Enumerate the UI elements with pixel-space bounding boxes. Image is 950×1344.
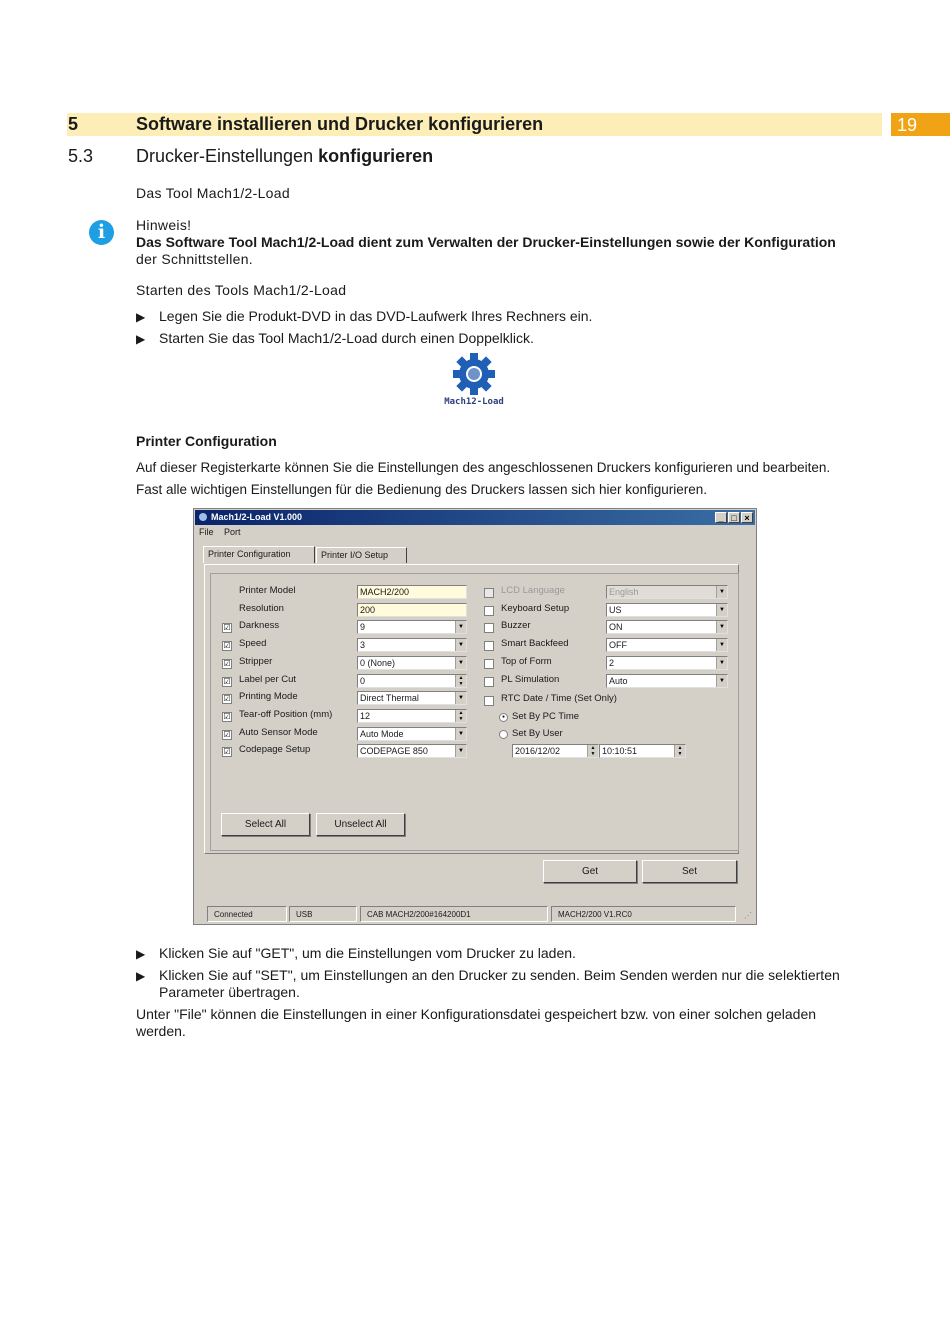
setting-value: 9 <box>360 622 366 632</box>
close-icon[interactable]: × <box>741 512 753 523</box>
bullet-arrow-icon: ▶ <box>136 332 146 346</box>
section-number: 5.3 <box>68 146 94 166</box>
setting-dropdown[interactable] <box>606 603 728 617</box>
setting-label: Stripper <box>239 656 273 667</box>
setting-value: 0 <box>360 676 366 686</box>
setting-label: Label per Cut <box>239 674 297 685</box>
rtc-date-value: 2016/12/02 <box>515 746 561 756</box>
setting-value: Auto Mode <box>360 729 404 739</box>
row-checkbox[interactable]: ☑ <box>223 712 231 721</box>
setting-label: Auto Sensor Mode <box>239 727 318 738</box>
start-step-2: Starten Sie das Tool Mach1/2-Load durch einen Doppelklick. <box>159 330 534 346</box>
row-checkbox[interactable] <box>484 588 494 598</box>
info-icon: i <box>89 220 114 245</box>
rtc-option-pc-time: Set By PC Time <box>512 711 580 722</box>
status-printer-id: CAB MACH2/200#164200D1 <box>360 906 548 922</box>
setting-field[interactable] <box>357 603 467 617</box>
bullet-arrow-icon: ▶ <box>136 969 146 983</box>
status-connection: Connected <box>207 906 287 922</box>
status-firmware: MACH2/200 V1.RC0 <box>551 906 736 922</box>
spin-arrows-icon[interactable]: ▲ ▼ <box>587 745 598 757</box>
radio-set-by-pc-time[interactable]: ● <box>499 713 508 722</box>
row-checkbox[interactable]: ☑ <box>223 659 231 668</box>
setting-value: Direct Thermal <box>360 693 419 703</box>
row-checkbox[interactable]: ☑ <box>223 730 231 739</box>
dropdown-arrow-icon[interactable]: ▼ <box>455 692 466 704</box>
unselect-all-button[interactable]: Unselect All <box>316 813 405 836</box>
row-checkbox[interactable] <box>484 623 494 633</box>
setting-value: 3 <box>360 640 366 650</box>
printer-config-heading: Printer Configuration <box>136 433 277 449</box>
dropdown-arrow-icon[interactable]: ▼ <box>716 586 727 598</box>
row-checkbox[interactable]: ☑ <box>223 677 231 686</box>
spin-arrows-icon[interactable]: ▲ ▼ <box>455 675 466 687</box>
rtc-time-value: 10:10:51 <box>602 746 638 756</box>
setting-field[interactable] <box>357 674 467 688</box>
setting-value: US <box>609 605 622 615</box>
setting-label: Keyboard Setup <box>501 603 570 614</box>
footer-text: Unter "File" können die Einstellungen in einer Konfigurationsdatei gespeichert bzw. von einer solchen geladen werden. <box>136 1006 817 1039</box>
setting-field[interactable] <box>357 744 467 758</box>
setting-value: Auto <box>609 676 628 686</box>
dropdown-arrow-icon[interactable]: ▼ <box>716 639 727 651</box>
set-button[interactable]: Set <box>642 860 737 883</box>
setting-label: Printing Mode <box>239 691 298 702</box>
intro-text: Das Tool Mach1/2-Load <box>136 185 290 201</box>
setting-field[interactable] <box>357 638 467 652</box>
setting-value: 2 <box>609 658 615 668</box>
minimize-icon[interactable]: _ <box>715 512 727 523</box>
dropdown-arrow-icon[interactable]: ▼ <box>455 621 466 633</box>
rtc-time-field[interactable] <box>599 744 686 758</box>
chapter-number: 5 <box>68 114 79 134</box>
setting-label: LCD Language <box>501 585 565 596</box>
resize-grip-icon[interactable]: ⋰ <box>744 911 752 920</box>
spin-arrows-icon[interactable]: ▲ ▼ <box>455 710 466 722</box>
setting-value: 0 (None) <box>360 658 396 668</box>
tab-printer-io-setup[interactable]: Printer I/O Setup <box>316 547 407 563</box>
app-small-icon <box>199 513 207 521</box>
start-heading: Starten des Tools Mach1/2-Load <box>136 282 347 298</box>
row-checkbox[interactable] <box>484 641 494 651</box>
note-text: der Schnittstellen. <box>136 251 253 267</box>
setting-field[interactable] <box>357 709 467 723</box>
bullet-arrow-icon: ▶ <box>136 947 146 961</box>
setting-dropdown[interactable] <box>606 674 728 688</box>
rtc-checkbox[interactable] <box>484 696 494 706</box>
row-checkbox[interactable]: ☑ <box>223 641 231 650</box>
radio-set-by-user[interactable] <box>499 730 508 739</box>
section-title-bold: konfigurieren <box>318 146 434 166</box>
gear-icon[interactable] <box>449 352 499 398</box>
dropdown-arrow-icon[interactable]: ▼ <box>455 639 466 651</box>
dropdown-arrow-icon[interactable]: ▼ <box>716 657 727 669</box>
setting-dropdown[interactable] <box>606 638 728 652</box>
section-title <box>136 146 433 167</box>
setting-value: 12 <box>360 711 371 721</box>
after-step-1: Klicken Sie auf "GET", um die Einstellungen vom Drucker zu laden. <box>159 945 576 961</box>
row-checkbox[interactable]: ☑ <box>223 623 231 632</box>
setting-value: ON <box>609 622 623 632</box>
note-bold-text: Das Software Tool Mach1/2-Load dient zum Verwalten der Drucker-Einstellungen sowie der Konfiguration <box>136 234 836 250</box>
row-checkbox[interactable] <box>484 606 494 616</box>
select-all-button[interactable]: Select All <box>221 813 310 836</box>
setting-label: PL Simulation <box>501 674 560 685</box>
setting-label: Buzzer <box>501 620 531 631</box>
setting-value: English <box>609 587 639 597</box>
setting-field[interactable] <box>357 620 467 634</box>
dropdown-arrow-icon[interactable]: ▼ <box>716 621 727 633</box>
maximize-icon[interactable]: □ <box>728 512 740 523</box>
tab-printer-configuration[interactable]: Printer Configuration <box>203 546 315 563</box>
page-number: 19 <box>897 115 918 135</box>
setting-field[interactable] <box>357 691 467 705</box>
chapter-title: Software installieren und Drucker konfigurieren <box>136 114 544 134</box>
setting-field[interactable] <box>357 727 467 741</box>
dropdown-arrow-icon[interactable]: ▼ <box>716 604 727 616</box>
printer-config-text-2: Fast alle wichtigen Einstellungen für die Bedienung des Druckers lassen sich hier konfigurieren. <box>136 482 708 497</box>
window-title: Mach1/2-Load V1.000 <box>211 512 303 522</box>
setting-label: Codepage Setup <box>239 744 311 755</box>
app-icon-label: Mach12-Load <box>444 397 504 407</box>
setting-label: Resolution <box>239 603 284 614</box>
get-button[interactable]: Get <box>543 860 637 883</box>
setting-field[interactable] <box>357 656 467 670</box>
dropdown-arrow-icon[interactable]: ▼ <box>716 675 727 687</box>
dropdown-arrow-icon[interactable]: ▼ <box>455 657 466 669</box>
setting-dropdown[interactable] <box>606 620 728 634</box>
status-port: USB <box>289 906 357 922</box>
window-titlebar <box>195 510 755 525</box>
spin-arrows-icon[interactable]: ▲ ▼ <box>674 745 685 757</box>
menu-bar <box>199 527 249 537</box>
setting-label: Speed <box>239 638 267 649</box>
dropdown-arrow-icon[interactable]: ▼ <box>455 728 466 740</box>
section-title-plain: Drucker-Einstellungen <box>136 146 314 166</box>
dropdown-arrow-icon[interactable]: ▼ <box>455 745 466 757</box>
setting-dropdown[interactable] <box>606 656 728 670</box>
note-heading: Hinweis! <box>136 217 192 233</box>
setting-label: Tear-off Position (mm) <box>239 709 333 720</box>
setting-label: Darkness <box>239 620 280 631</box>
row-checkbox[interactable]: ☑ <box>223 747 231 756</box>
setting-label: Top of Form <box>501 656 552 667</box>
bullet-arrow-icon: ▶ <box>136 310 146 324</box>
start-step-1: Legen Sie die Produkt-DVD in das DVD-Laufwerk Ihres Rechners ein. <box>159 308 593 324</box>
setting-field[interactable] <box>357 585 467 599</box>
setting-value: CODEPAGE 850 <box>360 746 428 756</box>
row-checkbox[interactable]: ☑ <box>223 694 231 703</box>
setting-label: Smart Backfeed <box>501 638 569 649</box>
rtc-label: RTC Date / Time (Set Only) <box>501 693 617 704</box>
rtc-option-user: Set By User <box>512 728 563 739</box>
setting-value: OFF <box>609 640 627 650</box>
setting-value: 200 <box>360 605 376 615</box>
app-window <box>193 508 757 925</box>
after-step-2: Klicken Sie auf "SET", um Einstellungen an den Drucker zu senden. Beim Senden werden nur die selektierten Parameter übertragen. <box>159 967 840 1000</box>
row-checkbox[interactable] <box>484 659 494 669</box>
menu-port[interactable]: Port <box>224 527 241 537</box>
menu-file[interactable]: File <box>199 527 214 537</box>
status-bar <box>195 905 755 923</box>
setting-value: MACH2/200 <box>360 587 410 597</box>
printer-config-text-1: Auf dieser Registerkarte können Sie die Einstellungen des angeschlossenen Druckers konfigurieren und bearbeiten. <box>136 460 831 475</box>
row-checkbox[interactable] <box>484 677 494 687</box>
setting-label: Printer Model <box>239 585 296 596</box>
rtc-date-field[interactable] <box>512 744 599 758</box>
setting-dropdown[interactable] <box>606 585 728 599</box>
